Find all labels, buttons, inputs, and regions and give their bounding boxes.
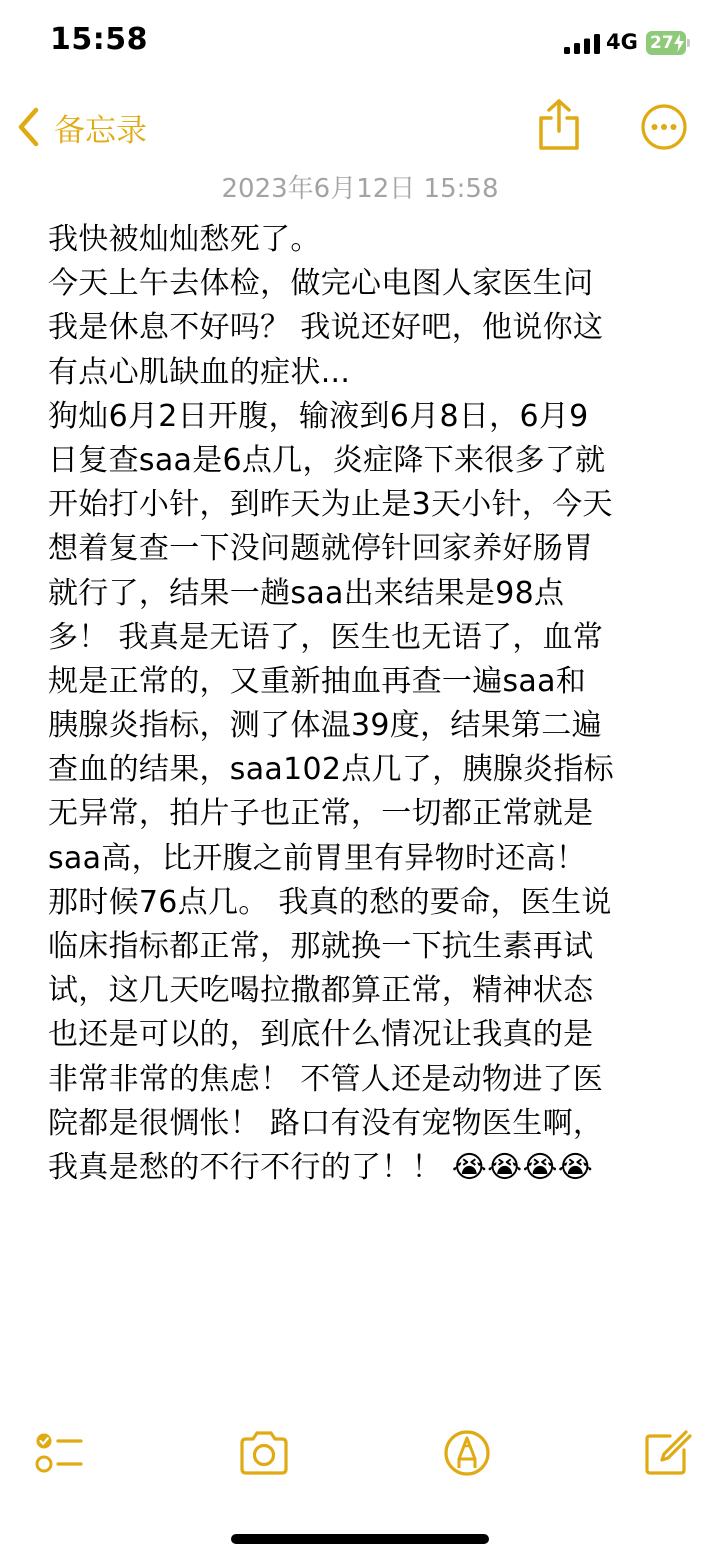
note-line: 规是正常的，又重新抽血再查一遍saa和 bbox=[48, 663, 587, 699]
chevron-left-icon bbox=[16, 107, 40, 147]
share-icon[interactable] bbox=[535, 98, 583, 152]
note-line: 就行了，结果一趟saa出来结果是98点 bbox=[48, 575, 565, 611]
note-line: 日复查saa是6点几，炎症降下来很多了就 bbox=[48, 442, 606, 478]
note-date: 2023年6月12日 15:58 bbox=[221, 174, 499, 204]
note-line: 我是休息不好吗？ 我说还好吧，他说你这 bbox=[48, 310, 604, 346]
network-type: 4G bbox=[606, 30, 638, 54]
checklist-icon[interactable] bbox=[34, 1428, 84, 1478]
battery-level-text: 27 bbox=[650, 33, 674, 53]
back-button-label: 备忘录 bbox=[54, 112, 147, 149]
note-line: 查血的结果，saa102点几了，胰腺炎指标 bbox=[48, 752, 614, 788]
note-line: 院都是很惆怅！ 路口有没有宠物医生啊， bbox=[48, 1105, 604, 1141]
note-line: 试，这几天吃喝拉撒都算正常，精神状态 bbox=[48, 973, 594, 1009]
note-line: 胰腺炎指标，测了体温39度，结果第二遍 bbox=[48, 708, 602, 744]
battery-level bbox=[646, 31, 686, 55]
battery-icon bbox=[646, 31, 690, 55]
status-bar bbox=[0, 0, 720, 90]
note-line: 我快被灿灿愁死了。 bbox=[48, 222, 321, 257]
charging-bolt-icon bbox=[674, 34, 684, 52]
markup-pen-icon[interactable] bbox=[442, 1428, 492, 1478]
note-line: 开始打小针，到昨天为止是3天小针，今天 bbox=[48, 487, 613, 523]
note-line: 我真是愁的不行不行的了！！ 😭😭😭😭 bbox=[48, 1149, 594, 1185]
ellipsis-circle-icon[interactable] bbox=[640, 103, 688, 151]
note-body[interactable] bbox=[48, 218, 676, 1190]
note-line: 无异常，拍片子也正常，一切都正常就是 bbox=[48, 796, 594, 832]
status-time: 15:58 bbox=[50, 22, 148, 57]
note-line: saa高，比开腹之前胃里有异物时还高！ bbox=[48, 840, 587, 876]
camera-icon[interactable] bbox=[238, 1428, 290, 1478]
note-line: 想着复查一下没问题就停针回家养好肠胃 bbox=[48, 531, 594, 567]
home-indicator[interactable] bbox=[231, 1534, 489, 1544]
note-line: 有点心肌缺血的症状... bbox=[48, 354, 351, 390]
compose-icon[interactable] bbox=[642, 1428, 692, 1478]
back-button[interactable] bbox=[16, 104, 147, 150]
cellular-signal-icon bbox=[564, 34, 600, 54]
note-line: 今天上午去体检，做完心电图人家医生问 bbox=[48, 266, 594, 302]
battery-cap bbox=[687, 39, 690, 47]
note-line: 也还是可以的，到底什么情况让我真的是 bbox=[48, 1017, 594, 1053]
note-line: 非常非常的焦虑！ 不管人还是动物进了医 bbox=[48, 1061, 604, 1097]
note-line: 多！ 我真是无语了，医生也无语了，血常 bbox=[48, 619, 604, 655]
note-line: 临床指标都正常，那就换一下抗生素再试 bbox=[48, 929, 594, 964]
note-line: 那时候76点几。 我真的愁的要命，医生说 bbox=[48, 884, 612, 920]
note-line: 狗灿6月2日开腹，输液到6月8日，6月9 bbox=[48, 398, 589, 434]
